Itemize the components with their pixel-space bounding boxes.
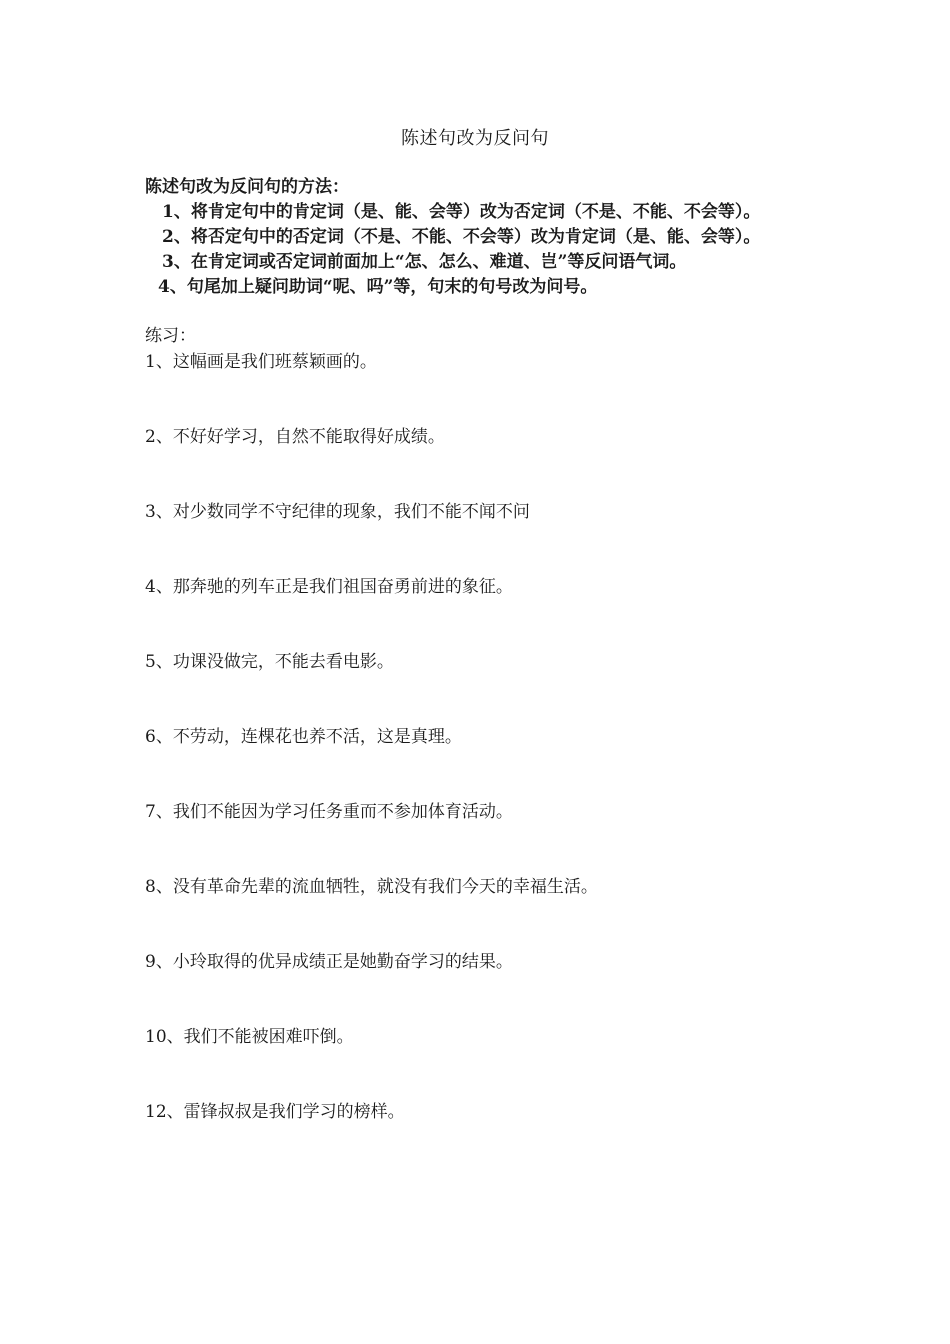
practice-question: 3、对少数同学不守纪律的现象，我们不能不闻不问 [145,502,530,522]
method-rule: 2、将否定句中的否定词（不是、不能、不会等）改为肯定词（是、能、会等）。 [162,227,761,247]
practice-question: 7、我们不能因为学习任务重而不参加体育活动。 [145,802,513,822]
methods-heading: 陈述句改为反问句的方法： [145,177,349,197]
practice-question: 4、那奔驰的列车正是我们祖国奋勇前进的象征。 [145,577,513,597]
practice-section [145,323,845,1174]
practice-question: 9、小玲取得的优异成绩正是她勤奋学习的结果。 [145,952,513,972]
practice-question: 1、这幅画是我们班蔡颖画的。 [145,352,377,372]
practice-question: 12、雷锋叔叔是我们学习的榜样。 [145,1102,405,1122]
document-title: 陈述句改为反问句 [401,128,549,149]
practice-label: 练习： [145,326,196,346]
practice-question: 5、功课没做完，不能去看电影。 [145,652,394,672]
method-rule: 3、在肯定词或否定词前面加上“怎、怎么、难道、岂”等反问语气词。 [162,252,687,272]
practice-question: 10、我们不能被困难吓倒。 [145,1027,354,1047]
practice-question: 2、不好好学习，自然不能取得好成绩。 [145,427,445,447]
method-rule: 4、句尾加上疑问助词“呢、吗”等，句末的句号改为问号。 [158,277,598,297]
methods-section [145,174,845,300]
practice-question: 8、没有革命先辈的流血牺牲，就没有我们今天的幸福生活。 [145,877,598,897]
practice-question: 6、不劳动，连棵花也养不活，这是真理。 [145,727,462,747]
method-rule: 1、将肯定句中的肯定词（是、能、会等）改为否定词（不是、不能、不会等）。 [162,202,761,222]
